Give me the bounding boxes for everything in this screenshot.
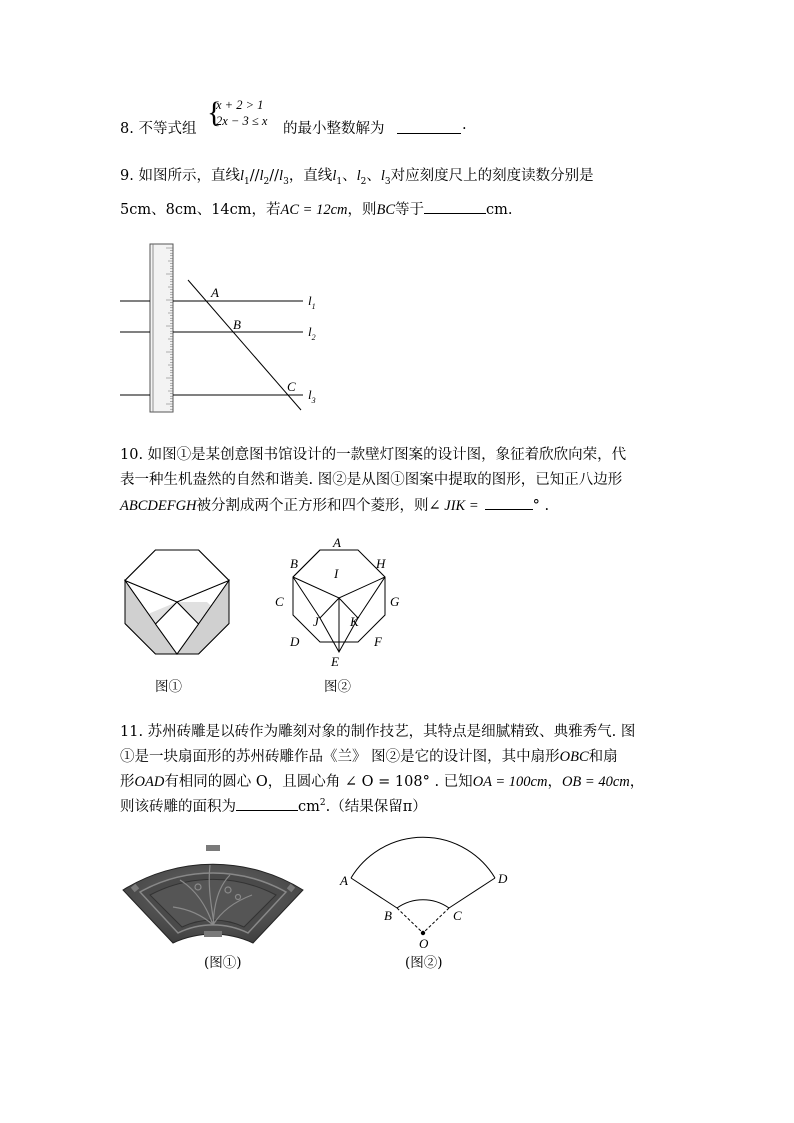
figure-q11-brick-carving [118, 835, 308, 950]
caption-fig11-1: (图①) [204, 955, 242, 971]
q8-answer-blank[interactable] [397, 119, 461, 134]
q9-answer-blank[interactable] [424, 199, 486, 214]
label-d: D [498, 871, 508, 886]
q11-line4c: .（结果保留π） [325, 799, 427, 815]
q10-mid: 被分割成两个正方形和四个菱形，则 [196, 498, 429, 514]
inequality-1: x + 2 > 1 [216, 98, 264, 112]
q10-line3 [120, 494, 549, 515]
q9-readings: 5cm、8cm、14cm，若 [120, 202, 281, 218]
q9-line2 [120, 198, 513, 219]
caption-fig2: 图② [324, 679, 351, 695]
label-e: E [331, 654, 339, 669]
q11-line3 [120, 770, 644, 791]
q9-then: ，则 [347, 202, 377, 218]
q11-line1: 11. 苏州砖雕是以砖作为雕刻对象的制作技艺，其特点是细腻精致、典雅秀气. 图 [120, 724, 636, 740]
label-a: A [333, 535, 341, 550]
oa-length: OA = 100cm [472, 774, 548, 790]
q11-line3b: 有相同的圆心 O，且圆心角 ∠ O = 108° . 已知 [164, 774, 473, 790]
label-f: F [374, 634, 382, 649]
figure-q9-ruler-lines [115, 240, 335, 420]
label-l1: $l_1$ [308, 293, 316, 311]
caption-fig11-2: (图②) [405, 955, 443, 971]
label-k: K [350, 614, 359, 629]
label-l2: $l_2$ [308, 324, 316, 342]
figure-q11-sector [338, 832, 518, 957]
q8-prefix: 8. 不等式组 [120, 121, 197, 137]
q11-line4a: 则该砖雕的面积为 [120, 799, 236, 815]
separator: 、 [342, 168, 357, 184]
inequality-2: 2x − 3 ≤ x [216, 114, 268, 128]
octagon-name: ABCDEFGH [120, 498, 197, 514]
q11-unit: cm [298, 799, 320, 815]
line-l1: l [239, 168, 244, 184]
q9-eq: 等于 [395, 202, 425, 218]
sector-oad: OAD [134, 774, 165, 790]
q11-and: 和扇 [588, 749, 618, 765]
figure-q10-2 [270, 530, 410, 675]
label-h: H [376, 556, 386, 571]
q9-line1: 9. 如图所示，直线$l_1//l_2//l_3$，直线$l_1$、$l_2$、$l_3$对应刻度尺上的刻度读数分别是 [120, 168, 594, 187]
label-o: O [419, 936, 429, 951]
ruler [150, 244, 173, 412]
line-l3: l [380, 168, 385, 184]
line-l2: l [259, 168, 264, 184]
q9-tail: 对应刻度尺上的刻度读数分别是 [390, 168, 594, 184]
q8-end: . [462, 117, 467, 133]
q10-line1: 10. 如图①是某创意图书馆设计的一款壁灯图案的设计图，象征着欣欣向荣，代 [120, 447, 627, 463]
q10-deg: ° . [532, 498, 550, 514]
line-l1: l [332, 168, 337, 184]
label-j: J [313, 614, 319, 629]
q11-answer-blank[interactable] [236, 796, 298, 811]
q11-line3a: 形 [120, 774, 135, 790]
q11-line2 [120, 745, 618, 766]
system-brace: { [207, 96, 222, 129]
label-c: C [287, 379, 296, 394]
label-l3: $l_3$ [308, 387, 316, 405]
parallel-sign: // [269, 168, 280, 184]
q9-unit: cm. [486, 202, 513, 218]
label-b: B [233, 317, 241, 332]
q8-suffix: 的最小整数解为 [283, 121, 385, 137]
separator: 、 [366, 168, 381, 184]
q9-prefix: 9. 如图所示，直线 [120, 168, 240, 184]
angle-jik: ∠ JIK = [428, 498, 479, 514]
line-l2: l [356, 168, 361, 184]
q10-answer-blank[interactable] [485, 495, 533, 510]
label-c: C [275, 594, 284, 609]
label-b: B [384, 908, 392, 923]
caption-fig1: 图① [155, 679, 182, 695]
ac-length: AC = 12cm [280, 202, 348, 218]
q9-mid: ，直线 [288, 168, 333, 184]
q11-line2-text: ①是一块扇面形的苏州砖雕作品《兰》 图②是它的设计图，其中扇形 [120, 749, 560, 765]
sector-obc: OBC [559, 749, 589, 765]
parallel-sign: // [249, 168, 260, 184]
label-a: A [340, 873, 348, 888]
label-c: C [453, 908, 462, 923]
comma: ， [547, 774, 562, 790]
transversal [188, 280, 301, 410]
q11-sq: 2 [319, 798, 326, 809]
label-b: B [290, 556, 298, 571]
q10-line2: 表一种生机盎然的自然和谐美. 图②是从图①图案中提取的图形，已知正八边形 [120, 472, 623, 488]
figure-q10-1 [112, 540, 242, 670]
label-g: G [390, 594, 400, 609]
bc-segment: BC [376, 202, 396, 218]
label-i: I [334, 566, 339, 581]
label-d: D [290, 634, 300, 649]
line-l3: l [279, 168, 284, 184]
q11-line4 [120, 795, 427, 816]
label-a: A [211, 285, 219, 300]
comma: ， [629, 774, 645, 790]
ob-length: OB = 40cm [561, 774, 630, 790]
